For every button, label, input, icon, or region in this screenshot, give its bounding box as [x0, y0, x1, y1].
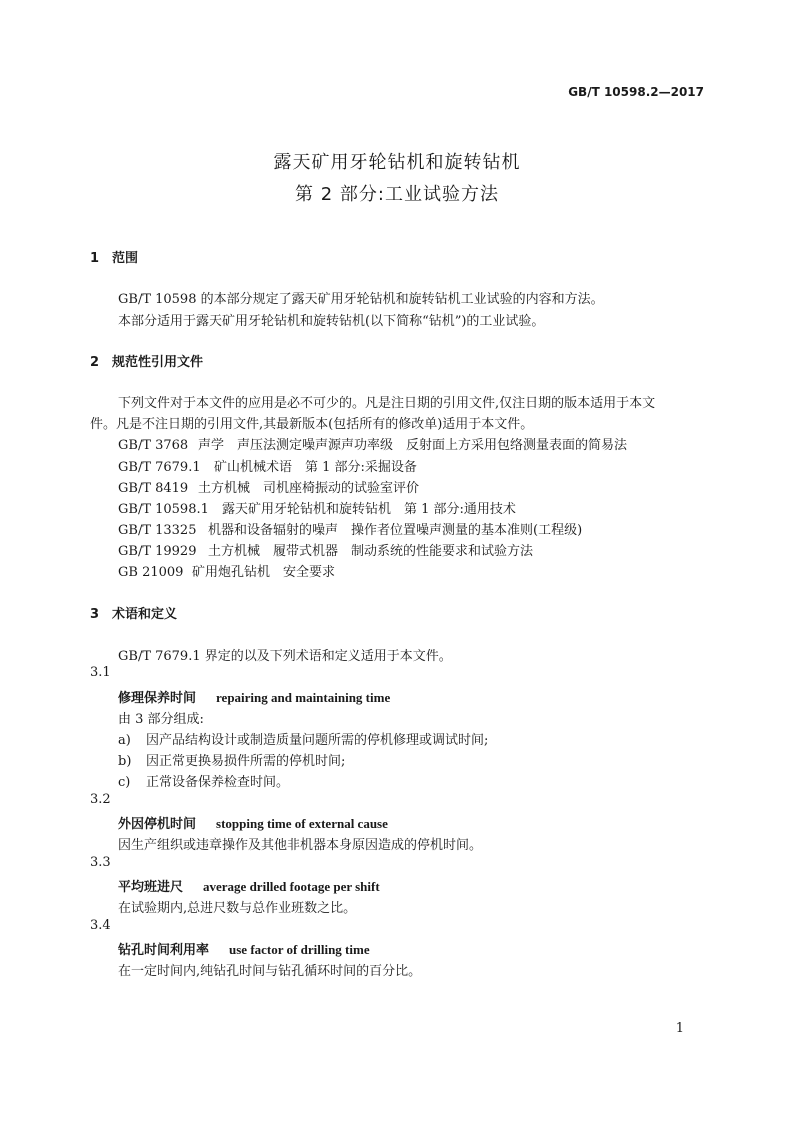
- term-chinese: 钻孔时间利用率: [118, 943, 210, 958]
- standard-number: GB/T 10598.2—2017: [568, 85, 704, 99]
- reference-item: [118, 456, 417, 475]
- list-marker: b): [118, 754, 132, 769]
- reference-item: [118, 519, 582, 538]
- term-number: 3.3: [90, 855, 111, 870]
- reference-title: 土方机械 履带式机器 制动系统的性能要求和试验方法: [208, 544, 534, 559]
- document-title: 露天矿用牙轮钻机和旋转钻机: [273, 152, 521, 173]
- term-english: use factor of drilling time: [229, 942, 370, 957]
- term-heading: [118, 687, 390, 706]
- definition-text: 在试验期内,总进尺数与总作业班数之比。: [118, 901, 357, 916]
- term-chinese: 外因停机时间: [118, 817, 197, 832]
- reference-code: GB/T 13325: [118, 523, 197, 538]
- paragraph: GB/T 7679.1 界定的以及下列术语和定义适用于本文件。: [118, 649, 452, 664]
- term-english: stopping time of external cause: [216, 816, 388, 831]
- reference-item: [118, 434, 627, 453]
- section-title: 术语和定义: [112, 607, 178, 622]
- section-number: 2: [90, 355, 100, 370]
- reference-code: GB/T 7679.1: [118, 460, 201, 475]
- term-chinese: 平均班进尺: [118, 880, 184, 895]
- list-text: 正常设备保养检查时间。: [146, 775, 290, 790]
- section-title: 规范性引用文件: [112, 355, 204, 370]
- reference-title: 土方机械 司机座椅振动的试验室评价: [198, 481, 420, 496]
- paragraph: GB/T 10598 的本部分规定了露天矿用牙轮钻机和旋转钻机工业试验的内容和方法。: [118, 292, 604, 307]
- reference-code: GB/T 8419: [118, 481, 189, 496]
- reference-code: GB/T 19929: [118, 544, 197, 559]
- paragraph: 件。凡是不注日期的引用文件,其最新版本(包括所有的修改单)适用于本文件。: [90, 417, 534, 432]
- list-text: 因产品结构设计或制造质量问题所需的停机修理或调试时间;: [146, 733, 489, 748]
- term-english: average drilled footage per shift: [203, 879, 380, 894]
- definition-text: 由 3 部分组成:: [118, 712, 204, 727]
- page-number: 1: [675, 1021, 684, 1036]
- list-marker: a): [118, 733, 131, 748]
- term-heading: [118, 813, 388, 832]
- section-number: 3: [90, 607, 100, 622]
- section-heading-scope: [90, 247, 138, 266]
- term-chinese: 修理保养时间: [118, 691, 197, 706]
- term-heading: [118, 876, 380, 895]
- term-number: 3.4: [90, 918, 111, 933]
- term-english: repairing and maintaining time: [216, 690, 391, 705]
- reference-title: 矿山机械术语 第 1 部分:采掘设备: [214, 460, 417, 475]
- definition-text: 因生产组织或违章操作及其他非机器本身原因造成的停机时间。: [118, 838, 483, 853]
- paragraph: 本部分适用于露天矿用牙轮钻机和旋转钻机(以下简称“钻机”)的工业试验。: [118, 314, 545, 329]
- reference-item: [118, 561, 335, 580]
- reference-code: GB/T 3768: [118, 438, 189, 453]
- section-number: 1: [90, 251, 100, 266]
- reference-item: [118, 498, 516, 517]
- reference-title: 矿用炮孔钻机 安全要求: [192, 565, 336, 580]
- reference-code: GB/T 10598.1: [118, 502, 209, 517]
- term-heading: [118, 939, 370, 958]
- reference-item: [118, 477, 419, 496]
- list-item: [118, 771, 289, 790]
- reference-title: 机器和设备辐射的噪声 操作者位置噪声测量的基本准则(工程级): [208, 523, 583, 538]
- reference-item: [118, 540, 533, 559]
- section-heading-normative-references: [90, 351, 203, 370]
- term-number: 3.1: [90, 665, 111, 680]
- list-item: [118, 729, 488, 748]
- list-marker: c): [118, 775, 131, 790]
- section-heading-terms-and-definitions: [90, 603, 177, 622]
- document-subtitle: 第 2 部分:工业试验方法: [295, 184, 499, 205]
- section-title: 范围: [112, 251, 139, 266]
- reference-code: GB 21009: [118, 565, 184, 580]
- term-number: 3.2: [90, 792, 111, 807]
- paragraph: 下列文件对于本文件的应用是必不可少的。凡是注日期的引用文件,仅注日期的版本适用于本文: [118, 396, 656, 411]
- definition-text: 在一定时间内,纯钻孔时间与钻孔循环时间的百分比。: [118, 964, 422, 979]
- reference-title: 声学 声压法测定噪声源声功率级 反射面上方采用包络测量表面的简易法: [198, 438, 628, 453]
- list-item: [118, 750, 345, 769]
- reference-title: 露天矿用牙轮钻机和旋转钻机 第 1 部分:通用技术: [222, 502, 516, 517]
- list-text: 因正常更换易损件所需的停机时间;: [146, 754, 346, 769]
